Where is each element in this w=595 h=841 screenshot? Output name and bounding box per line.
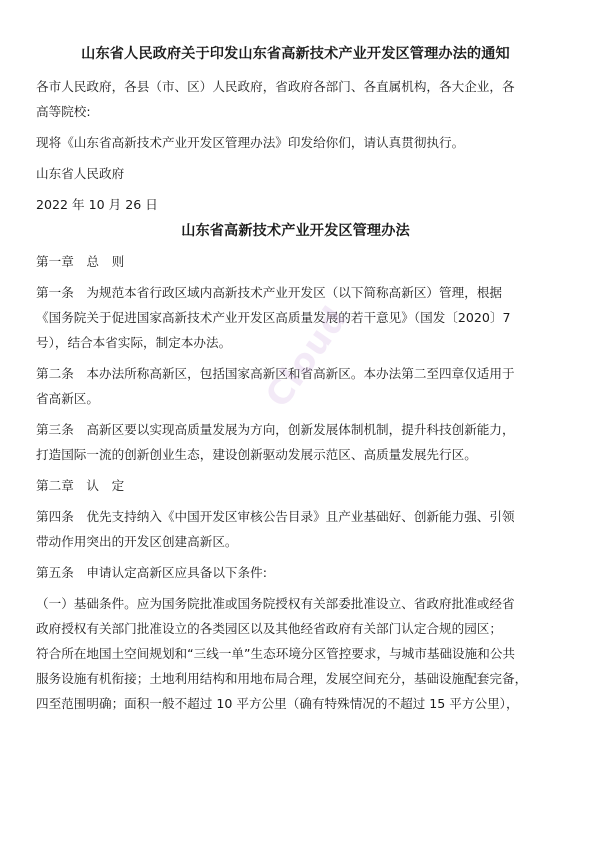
recipients-line-1: 各市人民政府，各县（市、区）人民政府，省政府各部门、各直属机构，各大企业，各: [36, 79, 515, 94]
watermark: Cloud: [258, 299, 356, 415]
article-2-line-1: 第二条 本办法所称高新区，包括国家高新区和省高新区。本办法第二至四章仅适用于: [36, 366, 515, 381]
notice-title: 山东省人民政府关于印发山东省高新技术产业开发区管理办法的通知: [81, 46, 510, 62]
article-1-line-3: 号），结合本省实际，制定本办法。: [36, 335, 232, 350]
issue-date: 2022 年 10 月 26 日: [36, 197, 158, 212]
recipients-line-2: 高等院校:: [36, 104, 91, 119]
article-1-line-2: 《国务院关于促进国家高新技术产业开发区高质量发展的若干意见》（国发〔2020〕7: [36, 310, 511, 325]
condition-1-line-1: （一）基础条件。应为国务院批准或国务院授权有关部委批准设立、省政府批准或经省: [36, 596, 515, 611]
chapter-1-heading: 第一章 总 则: [36, 254, 125, 269]
article-4-line-1: 第四条 优先支持纳入《中国开发区审核公告目录》且产业基础好、创新能力强、引领: [36, 509, 515, 524]
condition-1-line-3: 符合所在地国土空间规划和“三线一单”生态环境分区管控要求，与城市基础设施和公共: [36, 646, 516, 661]
condition-1-line-2: 政府授权有关部门批准设立的各类园区以及其他经省政府有关部门认定合规的园区；: [36, 621, 502, 636]
regulation-title: 山东省高新技术产业开发区管理办法: [181, 223, 410, 239]
condition-1-line-4: 服务设施有机衔接；土地利用结构和用地布局合理，发展空间充分，基础设施配套完备，: [36, 671, 528, 686]
article-3-line-2: 打造国际一流的创新创业生态，建设创新驱动发展示范区、高质量发展先行区。: [36, 447, 477, 462]
chapter-2-heading: 第二章 认 定: [36, 478, 125, 493]
article-2-line-2: 省高新区。: [36, 391, 99, 406]
notice-body: 现将《山东省高新技术产业开发区管理办法》印发给你们，请认真贯彻执行。: [36, 135, 465, 150]
article-1-line-1: 第一条 为规范本省行政区域内高新技术产业开发区（以下简称高新区）管理，根据: [36, 285, 502, 300]
condition-1-line-5: 四至范围明确；面积一般不超过 10 平方公里（确有特殊情况的不超过 15 平方公里），: [36, 696, 519, 711]
article-4-line-2: 带动作用突出的开发区创建高新区。: [36, 534, 238, 549]
article-5: 第五条 申请认定高新区应具备以下条件:: [36, 565, 267, 580]
issuer: 山东省人民政府: [36, 166, 125, 181]
article-3-line-1: 第三条 高新区要以实现高质量发展为方向，创新发展体制机制，提升科技创新能力，: [36, 422, 515, 437]
